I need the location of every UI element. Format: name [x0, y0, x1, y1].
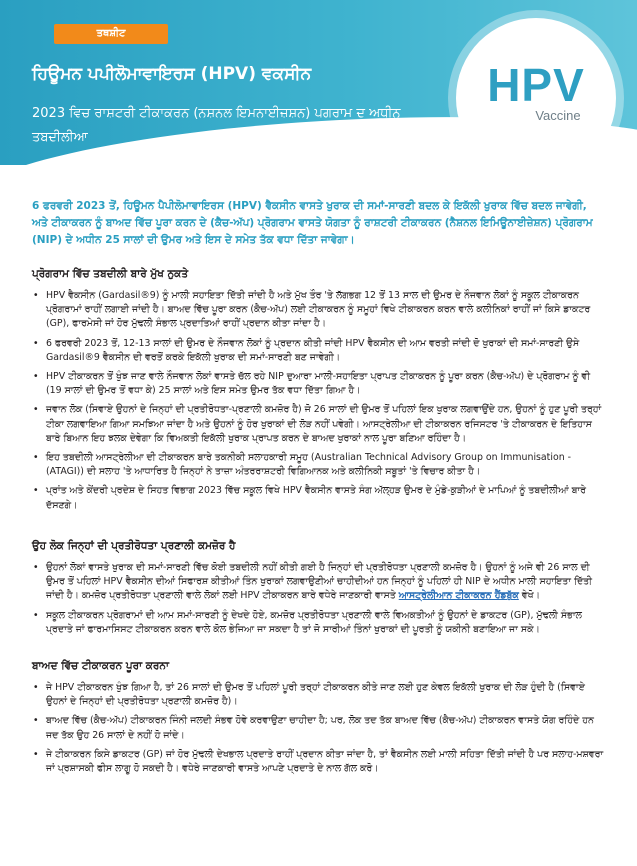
bullet-icon: • [33, 715, 39, 727]
bullet-icon: • [33, 609, 39, 621]
section-heading: ਪ੍ਰੋਗਰਾਮ ਵਿੱਚ ਤਬਦੀਲੀ ਬਾਰੇ ਮੁੱਖ ਨੁਕਤੇ [32, 268, 189, 280]
list-item: • 6 ਫਰਵਰੀ 2023 ਤੋਂ, 12-13 ਸਾਲਾਂ ਦੀ ਉਮਰ ਦੇ ਨੌਜਵਾਨ ਲੋਕਾਂ ਨੂੰ ਪ੍ਰਦਾਨ ਕੀਤੀ ਜਾਂਦੀ HPV ਵੈਕਸੀਨ ਦੀ ਆਮ ਵਰਤੀ ਜਾਂਦੀ ਦੋ ਖੁਰਾਕਾਂ ਦੀ ਸਮਾਂ-ਸਾਰਣੀ ਉਸੇ Gardasil®9 ਵੈਕਸੀਨ ਦੀ ਵਰਤੋਂ ਕਰਕੇ ਇਕੱਲੀ ਖੁਰਾਕ ਦੀ ਸਮਾਂ-ਸਾਰਣੀ ਬਣ ਜਾਵੇਗੀ। [33, 337, 580, 363]
bullet-icon: • [33, 290, 39, 301]
list-item: • HPV ਵੈਕਸੀਨ (Gardasil®9) ਨੂੰ ਮਾਲੀ ਸਹਾਇਤਾ ਦਿੱਤੀ ਜਾਂਦੀ ਹੈ ਅਤੇ ਮੁੱਖ ਤੌਰ 'ਤੇ ਲੱਗਭਗ 12 ਤੋਂ 13 ਸਾਲ ਦੀ ਉਮਰ ਦੇ ਨੌਜਵਾਨ ਲੋਕਾਂ ਨੂੰ ਸਕੂਲ ਟੀਕਾਕਰਨ ਪ੍ਰੋਗਰਾਮਾਂ ਰਾਹੀਂ ਲਗਾਈ ਜਾਂਦੀ ਹੈ। ਬਾਅਦ ਵਿੱਚ ਪੂਰਾ ਕਰਨ (ਕੈਚ-ਅੱਪ) ਲਈ ਟੀਕਾਕਰਨ ਨੂੰ ਸਮੂਹਾਂ ਵਿਖੇ ਟੀਕਾਕਰਨ ਕਰਨ ਵਾਲੇ ਕਲੀਨਿਕਾਂ ਰਾਹੀਂ ਜਾਂ ਕਿਸੇ ਡਾਕਟਰ (GP), ਫਾਰਮੇਸੀ ਜਾਂ ਹੋਰ ਮੁੱਢਲੀ ਸੰਭਾਲ ਪ੍ਰਦਾਤਿਆਂ ਰਾਹੀਂ ਪ੍ਰਦਾਨ ਕੀਤਾ ਜਾਂਦਾ ਹੈ। [33, 290, 591, 330]
bullet-icon: • [33, 371, 39, 383]
section-heading: ਉਹ ਲੋਕ ਜਿਨ੍ਹਾਂ ਦੀ ਪ੍ਰਤੀਰੋਧਤਾ ਪ੍ਰਣਾਲੀ ਕਮਜ਼ੋਰ ਹੈ [32, 540, 236, 552]
intro-paragraph: 6 ਫਰਵਰੀ 2023 ਤੋਂ, ਹਿਊਮਨ ਪੈਪੀਲੋਮਾਵਾਇਰਸ (HPV) ਵੈਕਸੀਨ ਵਾਸਤੇ ਖੁਰਾਕ ਦੀ ਸਮਾਂ-ਸਾਰਣੀ ਬਦਲ ਕੇ ਇਕੱਲੀ ਖੁਰਾਕ ਵਿੱਚ ਬਦਲ ਜਾਵੇਗੀ, ਅਤੇ ਟੀਕਾਕਰਨ ਨੂੰ ਬਾਅਦ ਵਿੱਚ ਪੂਰਾ ਕਰਨ ਦੇ (ਕੈਚ-ਅੱਪ) ਪ੍ਰੋਗਰਾਮ ਵਾਸਤੇ ਯੋਗਤਾ ਨੂੰ ਰਾਸ਼ਟਰੀ ਟੀਕਾਕਰਨ (ਨੈਸ਼ਨਲ ਇਮਿਊਨਾਈਜ਼ੇਸ਼ਨ) ਪ੍ਰੋਗਰਾਮ (NIP) ਦੇ ਅਧੀਨ 25 ਸਾਲਾਂ ਦੀ ਉਮਰ ਅਤੇ ਇਸ ਦੇ ਸਮੇਤ ਤੱਕ ਵਧਾ ਦਿੱਤਾ ਜਾਵੇਗਾ। [32, 200, 593, 246]
list-item: • ਪ੍ਰਾਂਤ ਅਤੇ ਕੇਂਦਰੀ ਪ੍ਰਦੇਸ਼ ਦੇ ਸਿਹਤ ਵਿਭਾਗ 2023 ਵਿੱਚ ਸਕੂਲ ਵਿਖੇ HPV ਵੈਕਸੀਨ ਵਾਸਤੇ ਸੰਗ ਅੱਲ੍ਹੜ ਉਮਰ ਦੇ ਮੁੰਡੇ-ਕੁੜੀਆਂ ਦੇ ਮਾਪਿਆਂ ਨੂੰ ਤਬਦੀਲੀਆਂ ਬਾਰੇ ਦੱਸਣਗੇ। [33, 485, 586, 511]
bullet-icon: • [33, 485, 39, 497]
list-item: • ਉਹਨਾਂ ਲੋਕਾਂ ਵਾਸਤੇ ਖੁਰਾਕ ਦੀ ਸਮਾਂ-ਸਾਰਣੀ ਵਿੱਚ ਕੋਈ ਤਬਦੀਲੀ ਨਹੀਂ ਕੀਤੀ ਗਈ ਹੈ ਜਿਨ੍ਹਾਂ ਦੀ ਪ੍ਰਤੀਰੋਧਤਾ ਪ੍ਰਣਾਲੀ ਕਮਜ਼ੋਰ ਹੈ। ਉਹਨਾਂ ਨੂੰ ਅਜੇ ਵੀ 26 ਸਾਲ ਦੀ ਉਮਰ ਤੋਂ ਪਹਿਲਾਂ HPV ਵੈਕਸੀਨ ਦੀਆਂ ਸਿਫਾਰਸ਼ ਕੀਤੀਆਂ ਤਿੰਨ ਖੁਰਾਕਾਂ ਲਗਵਾਉਣੀਆਂ ਚਾਹੀਦੀਆਂ ਹਨ ਜਿਨ੍ਹਾਂ ਨੂੰ ਪਹਿਲਾਂ ਹੀ NIP ਦੇ ਅਧੀਨ ਮਾਲੀ ਸਹਾਇਤਾ ਦਿੱਤੀ ਜਾਂਦੀ ਹੈ। ਕਮਜ਼ੋਰ ਪ੍ਰਤੀਰੋਧਤਾ ਪ੍ਰਣਾਲੀ ਵਾਲੇ ਲੋਕਾਂ ਲਈ HPV ਟੀਕਾਕਰਨ ਬਾਰੇ ਵਧੇਰੇ ਜਾਣਕਾਰੀ ਵਾਸਤੇ ਆਸਟ੍ਰੇਲੀਆਨ ਟੀਕਾਕਰਨ ਹੈਂਡਬੁੱਕ ਵੇਖੋ। [33, 562, 592, 602]
bullet-icon: • [33, 748, 39, 760]
list-item: • ਬਾਅਦ ਵਿੱਚ (ਕੈਚ-ਅੱਪ) ਟੀਕਾਕਰਨ ਜਿੰਨੀ ਜਲਦੀ ਸੰਭਵ ਹੋਵੇ ਕਰਵਾਉਣਾ ਚਾਹੀਦਾ ਹੈ; ਪਰ, ਲੋਕ ਤਦ ਤੱਕ ਬਾਅਦ ਵਿੱਚ (ਕੈਚ-ਅੱਪ) ਟੀਕਾਕਰਨ ਵਾਸਤੇ ਯੋਗ ਰਹਿੰਦੇ ਹਨ ਜਦ ਤੱਕ ਉਹ 26 ਸਾਲਾਂ ਦੇ ਨਹੀਂ ਹੋ ਜਾਂਦੇ। [33, 715, 594, 741]
section-key-points [32, 268, 606, 518]
hpv-vaccine-logo [456, 18, 616, 178]
page-subtitle: 2023 ਵਿਚ ਰਾਸ਼ਟਰੀ ਟੀਕਾਕਰਨ (ਨਸ਼ਨਲ ਇਮਨਾਈਜ਼ਸ਼ਨ) ਪਗਰਾਮ ਦ ਅਧੀਨ ਤਬਦੀਲੀਆ [32, 106, 401, 145]
list-item: • ਜੇ ਟੀਕਾਕਰਨ ਕਿਸੇ ਡਾਕਟਰ (GP) ਜਾਂ ਹੋਰ ਮੁੱਢਲੀ ਦੇਖਭਾਲ ਪ੍ਰਦਾਤੇ ਰਾਹੀਂ ਪ੍ਰਦਾਨ ਕੀਤਾ ਜਾਂਦਾ ਹੈ, ਤਾਂ ਵੈਕਸੀਨ ਲਈ ਮਾਲੀ ਸਹਿਤਾ ਦਿੱਤੀ ਜਾਂਦੀ ਹੈ ਪਰ ਸਲਾਹ-ਮਸ਼ਵਰਾ ਜਾਂ ਪ੍ਰਸ਼ਾਸਕੀ ਫੀਸ ਲਾਗੂ ਹੋ ਸਕਦੀ ਹੈ। ਵਧੇਰੇ ਜਾਣਕਾਰੀ ਵਾਸਤੇ ਆਪਣੇ ਪ੍ਰਦਾਤੇ ਦੇ ਨਾਲ ਗੱਲ ਕਰੋ। [33, 748, 604, 775]
list-item: • ਜਵਾਨ ਲੋਕ (ਸਿਵਾਏ ਉਹਨਾਂ ਦੇ ਜਿਨ੍ਹਾਂ ਦੀ ਪ੍ਰਤੀਰੋਧਤਾ-ਪ੍ਰਣਾਲੀ ਕਮਜ਼ੋਰ ਹੈ) ਜੋ 26 ਸਾਲਾਂ ਦੀ ਉਮਰ ਤੋਂ ਪਹਿਲਾਂ ਇਕ ਖੁਰਾਕ ਲਗਵਾਉਂਦੇ ਹਨ, ਉਹਨਾਂ ਨੂੰ ਹੁਣ ਪੂਰੀ ਤਰ੍ਹਾਂ ਟੀਕਾ ਲਗਵਾਇਆ ਗਿਆ ਸਮਝਿਆ ਜਾਂਦਾ ਹੈ ਅਤੇ ਉਹਨਾਂ ਨੂੰ ਹੋਰ ਖੁਰਾਕਾਂ ਦੀ ਲੋੜ ਨਹੀਂ ਪਵੇਗੀ। ਆਸਟ੍ਰੇਲੀਆ ਦੀ ਟੀਕਾਕਰਨ ਰਜਿਸਟਰ 'ਤੇ ਟੀਕਾਕਰਨ ਦੇ ਇਤਿਹਾਸ ਬਾਰੇ ਬਿਆਨ ਇਹ ਝਲਕ ਦੇਵੇਗਾ ਕਿ ਵਿਅਕਤੀ ਇਕੱਲੀ ਖੁਰਾਕ ਪ੍ਰਾਪਤ ਕਰਨ ਦੇ ਬਾਅਦ ਖੁਰਾਕਾਂ ਨਾਲ ਪੂਰਾ ਬਣਿਆ ਰਹਿੰਦਾ ਹੈ। [33, 404, 602, 444]
section-heading: ਬਾਅਦ ਵਿੱਚ ਟੀਕਾਕਰਨ ਪੂਰਾ ਕਰਨਾ [32, 660, 169, 672]
factsheet-tab: ਤਥਸ਼ੀਟ [54, 24, 168, 44]
list-item: • ਸਕੂਲ ਟੀਕਾਕਰਨ ਪ੍ਰੋਗਰਾਮਾਂ ਦੀ ਆਮ ਸਮਾਂ-ਸਾਰਣੀ ਨੂੰ ਦੇਖਦੇ ਹੋਏ, ਕਮਜ਼ੋਰ ਪ੍ਰਤੀਰੋਧਤਾ ਪ੍ਰਣਾਲੀ ਵਾਲੇ ਵਿਅਕਤੀਆਂ ਨੂੰ ਉਹਨਾਂ ਦੇ ਡਾਕਟਰ (GP), ਮੁੱਢਲੀ ਸੰਭਾਲ ਪ੍ਰਦਾਤੇ ਜਾਂ ਫਾਰਮਾਸਿਸਟ ਟੀਕਾਕਰਨ ਕਰਨ ਵਾਲੇ ਕੋਲ ਭੇਜਿਆ ਜਾ ਸਕਦਾ ਹੈ ਤਾਂ ਜੋ ਸਾਰੀਆਂ ਤਿੰਨਾਂ ਖੁਰਾਕਾਂ ਦੀ ਪੂਰਤੀ ਨੂੰ ਯਕੀਨੀ ਬਣਾਇਆ ਜਾ ਸਕੇ। [33, 609, 582, 635]
bullet-icon: • [33, 404, 39, 416]
list-item: • HPV ਟੀਕਾਕਰਨ ਤੋਂ ਖੁੰਝ ਜਾਣ ਵਾਲੇ ਨੌਜਵਾਨ ਲੋਕਾਂ ਵਾਸਤੇ ਚੱਲ ਰਹੇ NIP ਦੁਆਰਾ ਮਾਲੀ-ਸਹਾਇਤਾ ਪ੍ਰਾਪਤ ਟੀਕਾਕਰਨ ਨੂੰ ਪੂਰਾ ਕਰਨ (ਕੈਚ-ਅੱਪ) ਦੇ ਪ੍ਰੋਗਰਾਮ ਨੂੰ ਵੀ (19 ਸਾਲਾਂ ਦੀ ਉਮਰ ਤੋਂ ਵਧਾ ਕੇ) 25 ਸਾਲਾਂ ਅਤੇ ਇਸ ਸਮੇਤ ਉਮਰ ਤੱਕ ਵਧਾ ਦਿੱਤਾ ਗਿਆ ਹੈ। [33, 371, 591, 397]
bullet-icon: • [33, 337, 39, 349]
page-title: ਹਿਊਮਨ ਪਪੀਲੋਮਾਵਾਇਰਸ (HPV) ਵਕਸੀਨ [32, 64, 312, 84]
section-catch-up [32, 660, 606, 781]
logo-hpv-text: HPV [487, 59, 585, 111]
list-item: • ਇਹ ਤਬਦੀਲੀ ਆਸਟ੍ਰੇਲੀਆ ਦੀ ਟੀਕਾਕਰਨ ਬਾਰੇ ਤਕਨੀਕੀ ਸਲਾਹਕਾਰੀ ਸਮੂਹ (Australian Technical Advisory Group on Immunisation - (ATAGI)) ਦੀ ਸਲਾਹ 'ਤੇ ਆਧਾਰਿਤ ਹੈ ਜਿਨ੍ਹਾਂ ਨੇ ਤਾਜ਼ਾ ਅੰਤਰਰਾਸ਼ਟਰੀ ਵਿਗਿਆਨਕ ਅਤੇ ਕਲੀਨਿਕੀ ਸਬੂਤਾਂ 'ਤੇ ਵਿਚਾਰ ਕੀਤਾ ਹੈ। [33, 452, 571, 478]
handbook-link[interactable]: ਆਸਟ੍ਰੇਲੀਆਨ ਟੀਕਾਕਰਨ ਹੈਂਡਬੁੱਕ [398, 590, 519, 602]
bullet-icon: • [33, 562, 39, 573]
list-item: • ਜੇ HPV ਟੀਕਾਕਰਨ ਖੁੰਝ ਗਿਆ ਹੈ, ਤਾਂ 26 ਸਾਲਾਂ ਦੀ ਉਮਰ ਤੋਂ ਪਹਿਲਾਂ ਪੂਰੀ ਤਰ੍ਹਾਂ ਟੀਕਾਕਰਨ ਕੀਤੇ ਜਾਣ ਲਈ ਹੁਣ ਕੇਵਲ ਇਕੱਲੀ ਖੁਰਾਕ ਦੀ ਲੋੜ ਹੁੰਦੀ ਹੈ (ਸਿਵਾਏ ਉਹਨਾਂ ਦੇ ਜਿਨ੍ਹਾਂ ਦੀ ਪ੍ਰਤੀਰੋਧਤਾ ਪ੍ਰਣਾਲੀ ਕਮਜ਼ੋਰ ਹੈ)। [33, 682, 585, 708]
bullet-icon: • [33, 682, 39, 693]
logo-vaccine-text: Vaccine [535, 108, 581, 123]
section-weak-immunity [32, 540, 606, 642]
bullet-icon: • [33, 452, 39, 464]
